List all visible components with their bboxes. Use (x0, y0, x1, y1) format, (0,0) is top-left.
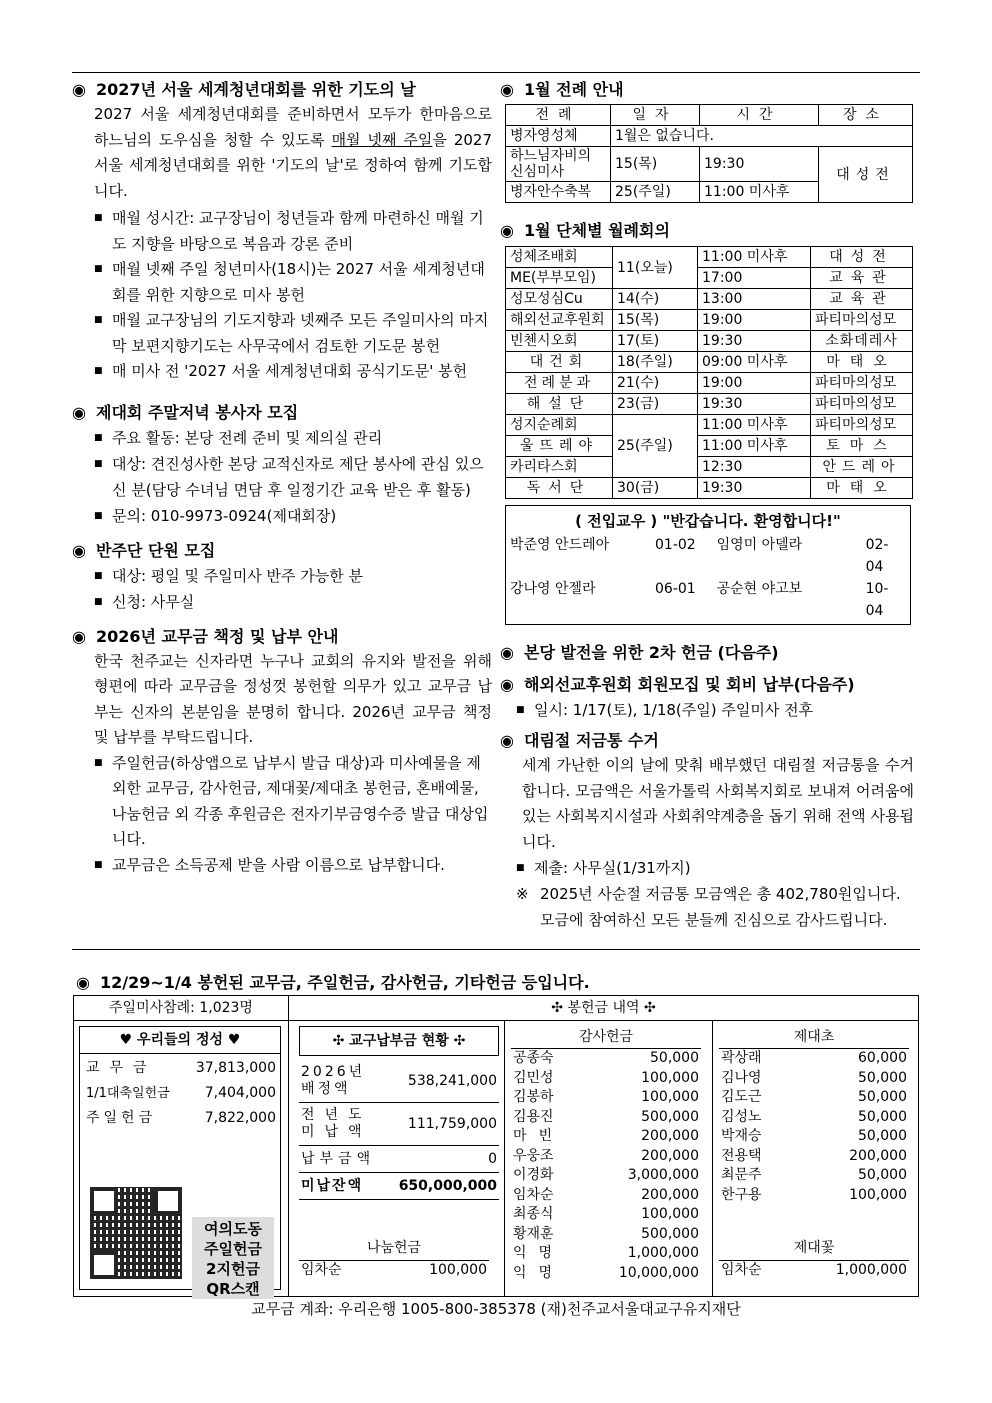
table-row: 병자안수축복 25(주일) 11:00 미사후 (506, 182, 913, 203)
flowers-title: 제대꽃 (719, 1236, 909, 1261)
top-rule (72, 72, 920, 73)
welcome-title: ( 전입교우 ) "반갑습니다. 환영합니다!" (575, 512, 841, 530)
section-title: 본당 발전을 위한 2차 헌금 (다음주) (524, 643, 779, 662)
dues-paragraph: 한국 천주교는 신자라면 누구나 교회의 유지와 발전을 위해 형편에 따라 교무금을 정성껏 봉헌할 의무가 있고 교무금 납부는 신자의 본분임을 분명히 합니다. 2026년 교무금 책정 및 납부를 부탁드립니다. (94, 651, 492, 746)
list-item: ■ 문의: 010-9973-0924(제대회장) (94, 503, 492, 529)
table-row: 성지순례회 25(주일) 11:00 미사후 파티마의성모 (506, 415, 913, 436)
table-row: 카리타스회 12:30 안드레아 (506, 457, 913, 478)
table-row: 이경화 3,000,000 (513, 1167, 699, 1183)
newcomer-name: 공순현 야고보 (716, 581, 803, 597)
advent-section (500, 729, 914, 933)
table-row: 전년도 미납액 111,759,000 (299, 1107, 499, 1146)
divider (288, 1020, 289, 1296)
section-title: 2027년 서울 세계청년대회를 위한 기도의 날 (96, 80, 416, 99)
table-row: 김나영 50,000 (721, 1069, 907, 1086)
list-item: ■ 매월 넷째 주일 청년미사(18시)는 2027 서울 세계청년대회를 위한 지향으로 미사 봉헌 (94, 257, 492, 308)
table-row: 김성노 50,000 (721, 1108, 907, 1125)
section-title: 1월 전례 안내 (524, 80, 624, 99)
table-row: 김도근 50,000 (721, 1089, 907, 1105)
divider (712, 1020, 713, 1296)
mission-list (500, 697, 914, 723)
table-row: 우웅조 200,000 (513, 1147, 699, 1164)
thanks-offerings (511, 1026, 701, 1283)
table-row: 임차순 1,000,000 (721, 1262, 907, 1278)
bullet-circle-icon: ◉ (500, 675, 514, 694)
table-row: 교무금 37,813,000 (86, 1060, 276, 1076)
divider (504, 1020, 505, 1296)
newcomer-name: 강나영 안젤라 (510, 581, 596, 597)
table-row: 임차순 200,000 (513, 1186, 699, 1203)
list-item: ■ 신청: 사무실 (94, 589, 492, 615)
dues-status-title: ✣ 교구납부금 현황 ✣ (299, 1026, 499, 1056)
liturgy-section (500, 78, 914, 203)
candle-offerings (719, 1026, 909, 1205)
list-item: ■ 주일헌금(하상앱으로 납부시 발급 대상)과 미사예물을 제외한 교무금, 감사헌금, 제대꽃/제대초 봉헌금, 혼배예물, 나눔헌금 외 각종 후원금은 전자기부금영수증 발급 대상입니다. (94, 751, 492, 853)
table-row: 해설단 23(금) 19:30 파티마의성모 (506, 394, 913, 415)
table-row: 황재훈 500,000 (513, 1225, 699, 1242)
section-title: 2026년 교무금 책정 및 납부 안내 (96, 626, 339, 646)
list-item: ■ 대상: 평일 및 주일미사 반주 가능한 분 (94, 563, 492, 589)
sharing-title: 나눔헌금 (299, 1236, 489, 1261)
table-row: 김민성 100,000 (513, 1069, 699, 1086)
youth-day-paragraph: 2027 서울 세계청년대회를 준비하면서 모두가 한마음으로 하느님의 도우심을 청할 수 있도록 매월 넷째 주일을 2027 서울 세계청년대회를 위한 '기도의 날'로 정하여 함께 기도합니다. (94, 105, 492, 200)
bullet-circle-icon: ◉ (72, 80, 86, 99)
donations-box (73, 995, 919, 1297)
advent-note: ※ 2025년 사순절 저금통 모금액은 총 402,780원입니다. 모금에 참여하신 모든 분들께 진심으로 감사드립니다. (500, 881, 914, 933)
accompanist-section (72, 539, 492, 615)
bank-account-footer: 교무금 계좌: 우리은행 1005-800-385378 (재)천주교서울대교구유지재단 (251, 1300, 741, 1318)
bullet-circle-icon: ◉ (500, 731, 514, 750)
table-row: 해외선교후원회 15(목) 19:00 파티마의성모 (506, 310, 913, 331)
qr-code-icon[interactable] (90, 1187, 182, 1279)
right-column (500, 78, 914, 933)
newcomer-code: 10-04 (865, 581, 889, 619)
section-title: 반주단 단원 모집 (96, 540, 216, 560)
table-row: 빈첸시오회 17(토) 19:30 소화데레사 (506, 331, 913, 352)
welcome-box (505, 505, 911, 625)
volunteer-section (72, 401, 492, 529)
candles-title: 제대초 (719, 1026, 909, 1049)
table-header: 전례 일자 시간 장소 (506, 105, 913, 126)
table-row: 성체조배회 11(오늘) 11:00 미사후 대성전 (506, 247, 913, 268)
list-item: ■ 대상: 견진성사한 본당 교적신자로 제단 봉사에 관심 있으신 분(담당 수녀님 면담 후 일정기간 교육 받은 후 활동) (94, 451, 492, 503)
section-title: 1월 단체별 월례회의 (524, 221, 670, 240)
attendance: 주일미사참례: 1,023명 (74, 996, 289, 1021)
newcomer-name: 임영미 아델라 (716, 537, 803, 553)
meetings-section (500, 219, 914, 625)
table-row: 대건회 18(주일) 09:00 미사후 마태오 (506, 352, 913, 373)
table-row: 병자영성체 1월은 없습니다. (506, 126, 913, 147)
dues-section (72, 625, 492, 879)
table-row: 성모성심Cu 14(수) 13:00 교육관 (506, 289, 913, 310)
bullet-circle-icon: ◉ (500, 643, 514, 662)
meetings-table (505, 246, 913, 499)
volunteer-list (72, 425, 492, 529)
table-row: 하느님자비의 신심미사 15(목) 19:30 대성전 (506, 147, 913, 182)
section-title: 해외선교후원회 회원모집 및 회비 납부(다음주) (524, 675, 855, 694)
newcomer-code: 06-01 (655, 581, 696, 597)
list-item: ■ 매월 성시간: 교구장님이 청년들과 함께 마련하신 매월 기도 지향을 바탕으로 복음과 강론 준비 (94, 206, 492, 257)
advent-list (500, 855, 914, 881)
donation-header: ✣ 봉헌금 내역 ✣ (289, 996, 918, 1021)
list-item: ■ 일시: 1/17(토), 1/18(주일) 주일미사 전후 (516, 697, 914, 723)
table-row: 최문주 50,000 (721, 1167, 907, 1183)
mission-section (500, 673, 914, 723)
note-mark: ※ (516, 885, 529, 903)
dues-list (72, 751, 492, 879)
sharing-offerings (299, 1236, 489, 1281)
advent-paragraph: 세계 가난한 이의 날에 맞춰 배부했던 대림절 저금통을 수거합니다. 모금액은 서울가톨릭 사회복지회로 보내져 어려움에 있는 사회복지시설과 사회취약계층을 돕기 위해 전액 사용됩니다. (522, 756, 914, 851)
table-row: 전용택 200,000 (721, 1147, 907, 1164)
middle-rule (72, 949, 920, 950)
table-row: 박재승 50,000 (721, 1128, 907, 1144)
accompanist-list (72, 563, 492, 615)
table-row: 전례분과 21(수) 19:00 파티마의성모 (506, 373, 913, 394)
table-row: 1/1대축일헌금 7,404,000 (86, 1085, 276, 1101)
table-row: 2026년 배정액 538,241,000 (299, 1064, 499, 1103)
thanks-title: 감사헌금 (511, 1026, 701, 1049)
our-offerings-title: ♥ 우리들의 정성 ♥ (80, 1027, 280, 1054)
youth-day-list (72, 206, 492, 385)
our-offerings (79, 1026, 281, 1298)
flower-offerings (719, 1236, 909, 1281)
youth-day-section (72, 78, 492, 385)
newcomer-name: 박준영 안드레아 (510, 537, 610, 553)
list-item: ■ 주요 활동: 본당 전례 준비 및 제의실 관리 (94, 425, 492, 451)
section-title: 대림절 저금통 수거 (524, 731, 659, 750)
qr-label: 여의도동 주일헌금 2지헌금 QR스캔 (192, 1217, 274, 1299)
table-row: 익명 1,000,000 (513, 1245, 699, 1261)
second-collection-section (500, 641, 914, 665)
table-row: 공종숙 50,000 (513, 1050, 699, 1066)
table-row: 납부금액 0 (299, 1146, 499, 1173)
list-item: ■ 매월 교구장님의 기도지향과 넷째주 모든 주일미사의 마지막 보편지향기도는 사무국에서 검토한 기도문 봉헌 (94, 308, 492, 359)
table-row: 임차순 100,000 (301, 1262, 487, 1278)
bullet-circle-icon: ◉ (76, 973, 90, 992)
table-row: 주일헌금 7,822,000 (86, 1110, 276, 1126)
section-title: 12/29~1/4 봉헌된 교무금, 주일헌금, 감사헌금, 기타헌금 등입니다. (100, 973, 590, 992)
table-row: 김봉하 100,000 (513, 1089, 699, 1105)
table-row: 미납잔액 650,000,000 (299, 1173, 499, 1200)
bullet-circle-icon: ◉ (72, 540, 86, 560)
bullet-circle-icon: ◉ (72, 626, 86, 646)
section-title: 제대회 주말저녁 봉사자 모집 (96, 402, 299, 422)
table-row: 마빈 200,000 (513, 1128, 699, 1144)
table-row: 곽상래 60,000 (721, 1050, 907, 1066)
dues-status (299, 1026, 499, 1226)
bullet-circle-icon: ◉ (72, 402, 86, 422)
table-row: 김용진 500,000 (513, 1108, 699, 1125)
liturgy-table (505, 104, 913, 203)
table-row: 최종식 100,000 (513, 1206, 699, 1222)
list-item: ■ 제출: 사무실(1/31까지) (516, 855, 914, 881)
list-item: ■ 매 미사 전 '2027 서울 세계청년대회 공식기도문' 봉헌 (94, 359, 492, 385)
newcomer-code: 01-02 (655, 537, 696, 553)
list-item: ■ 교무금은 소득공제 받을 사람 이름으로 납부합니다. (94, 853, 492, 879)
newcomer-code: 02-04 (865, 537, 889, 575)
bullet-circle-icon: ◉ (500, 80, 514, 99)
table-row: 독서단 30(금) 19:30 마태오 (506, 478, 913, 499)
bullet-circle-icon: ◉ (500, 221, 514, 240)
left-column (72, 78, 492, 878)
table-row: ME(부부모임) 17:00 교육관 (506, 268, 913, 289)
table-row: 익명 10,000,000 (513, 1264, 699, 1281)
table-row: 울뜨레야 11:00 미사후 토마스 (506, 436, 913, 457)
table-row: 한구용 100,000 (721, 1186, 907, 1203)
